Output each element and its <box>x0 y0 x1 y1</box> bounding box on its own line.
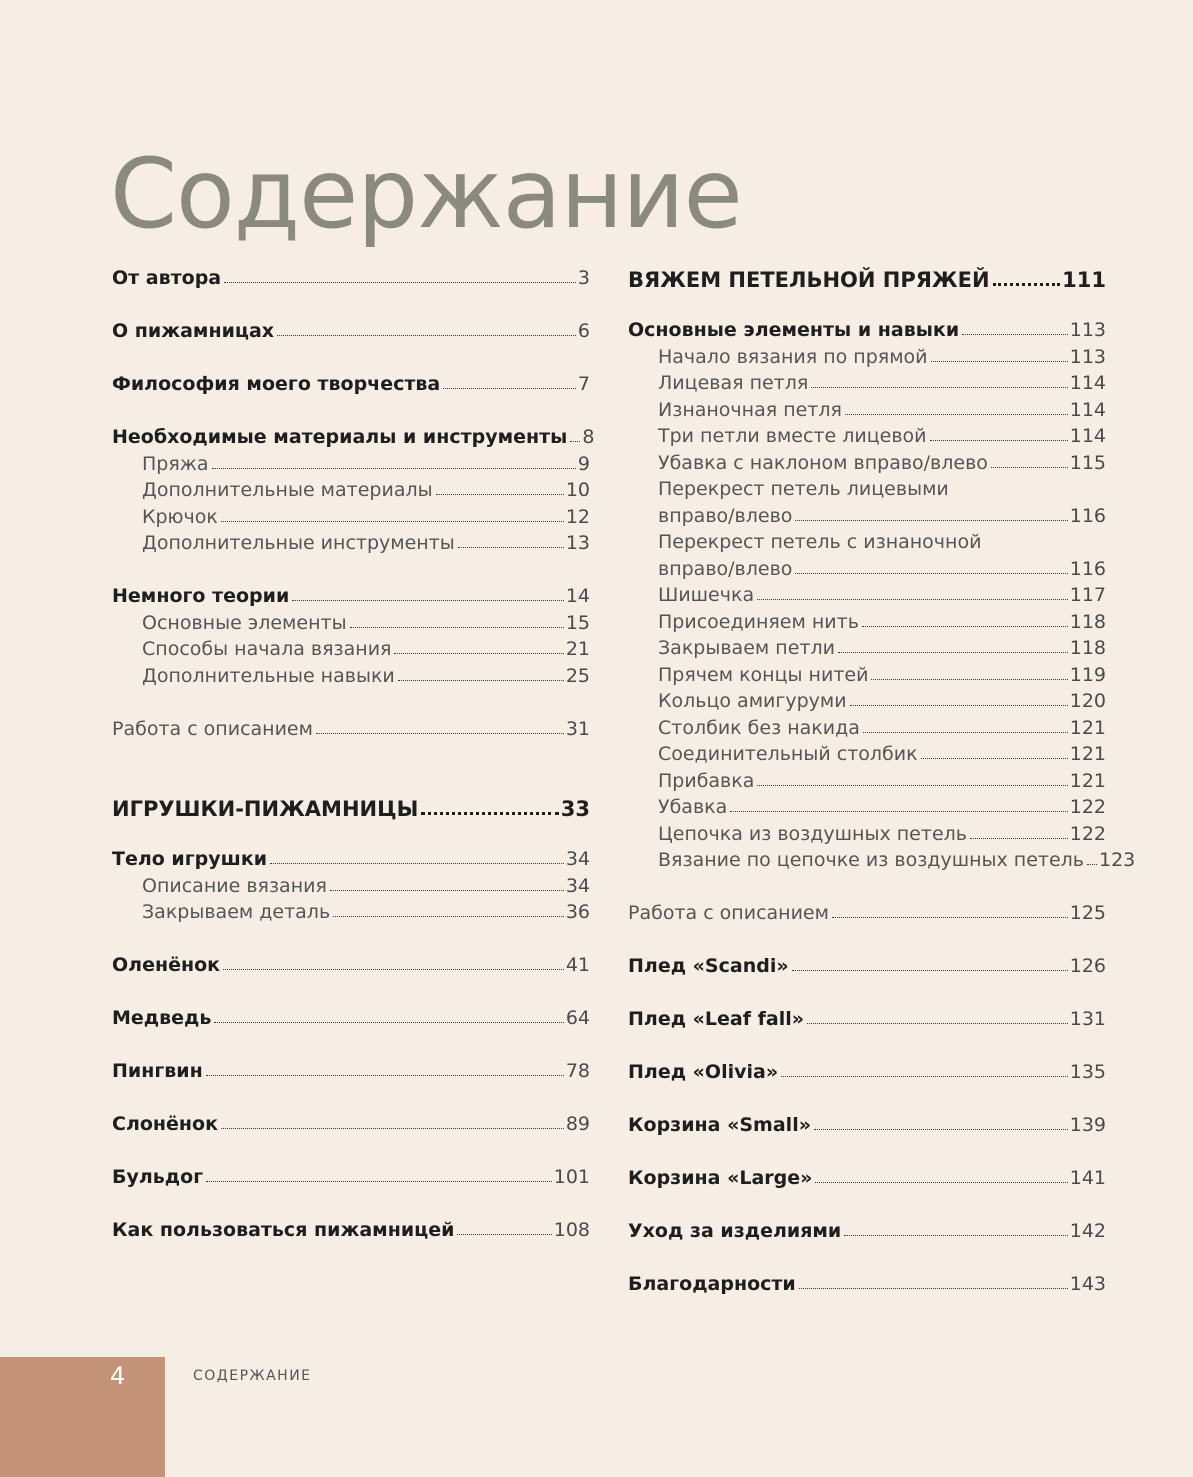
toc-entry[interactable] <box>628 688 1106 715</box>
toc-entry[interactable] <box>112 716 590 743</box>
toc-entry-label-line: Перекрест петель с изнаночной <box>658 531 982 553</box>
dot-leader <box>991 467 1068 468</box>
toc-entry-page: 9 <box>577 452 590 475</box>
dot-leader <box>811 387 1067 388</box>
toc-entry[interactable] <box>112 846 590 873</box>
toc-entry-label: Дополнительные материалы <box>142 479 433 501</box>
toc-entry-label: Слонёнок <box>112 1113 219 1135</box>
toc-entry[interactable] <box>112 1005 590 1032</box>
toc-entry[interactable] <box>628 1006 1106 1033</box>
dot-leader <box>206 1075 564 1076</box>
toc-entry-page: 115 <box>1069 451 1106 474</box>
spacer <box>628 874 1106 901</box>
dot-leader <box>862 626 1068 627</box>
spacer <box>628 980 1106 1007</box>
spacer <box>628 927 1106 954</box>
dot-leader <box>330 890 564 891</box>
toc-entry-label: Плед «Scandi» <box>628 955 789 977</box>
toc-entry-page: 118 <box>1069 637 1106 659</box>
toc-entry-page: 122 <box>1069 822 1106 845</box>
page-title: Содержание <box>110 138 742 251</box>
toc-entry[interactable] <box>628 1059 1106 1086</box>
toc-entry-label-line: Перекрест петель лицевыми <box>658 478 949 500</box>
toc-entry[interactable] <box>112 424 595 451</box>
toc-entry-page: 116 <box>1069 557 1106 580</box>
dot-leader <box>277 335 576 336</box>
toc-entry[interactable] <box>628 317 1106 344</box>
toc-entry-label: Изнаночная петля <box>658 398 842 421</box>
toc-entry-page: 7 <box>577 373 590 395</box>
dot-leader <box>458 547 564 548</box>
dot-leader <box>212 468 576 469</box>
toc-entry[interactable] <box>628 1165 1106 1192</box>
dot-leader <box>221 521 564 522</box>
dot-leader <box>757 785 1067 786</box>
toc-entry-page: 41 <box>565 954 590 976</box>
toc-entry[interactable] <box>112 636 590 663</box>
toc-entry-page: 114 <box>1069 398 1106 421</box>
toc-entry-page: 14 <box>565 585 590 607</box>
toc-entry[interactable] <box>628 847 1136 874</box>
dot-leader <box>845 414 1068 415</box>
toc-entry[interactable] <box>628 662 1106 689</box>
dot-leader <box>270 863 564 864</box>
toc-entry-page: 113 <box>1069 319 1106 341</box>
dot-leader <box>316 733 564 734</box>
toc-entry-label: Столбик без накида <box>658 716 860 739</box>
dot-leader <box>224 282 576 283</box>
spacer <box>628 295 1106 317</box>
dot-leader <box>931 361 1068 362</box>
dot-leader <box>993 283 1061 286</box>
dot-leader <box>970 838 1068 839</box>
dot-leader <box>815 1182 1067 1183</box>
dot-leader <box>844 1235 1067 1236</box>
spacer <box>628 1139 1106 1166</box>
toc-entry-label: Работа с описанием <box>112 717 313 740</box>
toc-entry-label: Необходимые материалы и инструменты <box>112 426 568 448</box>
toc-entry-page: 21 <box>565 638 590 660</box>
toc-entry-page: 25 <box>565 664 590 687</box>
footer-color-block <box>0 1357 165 1477</box>
spacer <box>112 689 590 716</box>
toc-entry-page: 125 <box>1069 902 1106 924</box>
toc-entry-page: 89 <box>565 1113 590 1135</box>
toc-entry-label: Дополнительные навыки <box>142 664 395 687</box>
toc-entry[interactable] <box>628 1218 1106 1245</box>
toc-entry[interactable] <box>628 582 1106 609</box>
toc-entry[interactable] <box>628 423 1106 450</box>
toc-entry-page: 78 <box>565 1060 590 1082</box>
dot-leader <box>436 494 564 495</box>
dot-leader <box>814 1129 1068 1130</box>
toc-entry-page: 119 <box>1069 663 1106 686</box>
toc-entry[interactable] <box>628 1112 1106 1139</box>
toc-entry-label: Благодарности <box>628 1273 796 1295</box>
toc-entry-page: 116 <box>1069 504 1106 527</box>
toc-entry-page: 121 <box>1069 769 1106 792</box>
toc-entry[interactable] <box>112 583 590 610</box>
toc-entry[interactable] <box>628 370 1106 397</box>
toc-entry-page: 117 <box>1069 584 1106 606</box>
toc-entry-page: 3 <box>577 267 590 289</box>
toc-entry[interactable] <box>112 952 590 979</box>
toc-entry-label: вправо/влево <box>658 504 793 527</box>
dot-leader <box>962 334 1068 335</box>
toc-entry[interactable] <box>112 318 590 345</box>
toc-entry[interactable] <box>112 899 590 926</box>
toc-section-heading[interactable] <box>628 265 1106 295</box>
toc-entry-label: Корзина «Large» <box>628 1167 813 1189</box>
spacer <box>112 292 590 319</box>
toc-entry-label: Лицевая петля <box>658 372 809 394</box>
footer-page-number: 4 <box>110 1362 126 1390</box>
toc-entry[interactable] <box>112 1111 590 1138</box>
spacer <box>112 824 590 846</box>
toc-entry-page: 143 <box>1069 1273 1106 1295</box>
toc-entry-page: 123 <box>1099 849 1136 871</box>
dot-leader <box>832 917 1068 918</box>
toc-entry-label: Работа с описанием <box>628 902 829 924</box>
toc-entry-label: Плед «Leaf fall» <box>628 1008 805 1030</box>
toc-entry-page: 131 <box>1069 1008 1106 1030</box>
dot-leader <box>1087 864 1097 865</box>
toc-entry[interactable] <box>628 609 1106 636</box>
toc-entry[interactable] <box>112 1217 590 1244</box>
dot-leader <box>863 732 1068 733</box>
toc-entry-label: Три петли вместе лицевой <box>658 425 927 447</box>
toc-entry-page: 36 <box>565 901 590 923</box>
toc-column-left <box>112 265 595 1244</box>
toc-entry[interactable] <box>112 504 590 531</box>
toc-entry-page: 121 <box>1069 743 1106 765</box>
toc-entry-label: Описание вязания <box>142 874 327 897</box>
dot-leader <box>838 652 1068 653</box>
toc-entry-label: Основные элементы и навыки <box>628 319 960 341</box>
toc-entry-page: 113 <box>1069 345 1106 368</box>
toc-entry-label: Убавка с наклоном вправо/влево <box>658 451 988 474</box>
spacer <box>628 1086 1106 1113</box>
toc-entry-page: 31 <box>565 717 590 740</box>
toc-entry-label: Уход за изделиями <box>628 1220 842 1242</box>
dot-leader <box>792 970 1068 971</box>
toc-entry-label: Немного теории <box>112 585 290 607</box>
dot-leader <box>757 599 1068 600</box>
toc-entry-label: Цепочка из воздушных петель <box>658 822 967 845</box>
toc-entry-page: 64 <box>565 1007 590 1029</box>
dot-leader <box>206 1181 552 1182</box>
dot-leader <box>350 627 564 628</box>
toc-entry-page: 121 <box>1069 716 1106 739</box>
dot-leader <box>795 573 1067 574</box>
dot-leader <box>570 441 580 442</box>
dot-leader <box>394 653 563 654</box>
toc-entry-label: Кольцо амигуруми <box>658 690 847 712</box>
dot-leader <box>333 916 564 917</box>
toc-entry-label: От автора <box>112 267 222 289</box>
toc-entry-page: 10 <box>565 479 590 501</box>
toc-entry-page: 114 <box>1069 372 1106 394</box>
toc-entry-page: 139 <box>1069 1114 1106 1136</box>
dot-leader <box>799 1288 1068 1289</box>
toc-entry-label: Вязание по цепочке из воздушных петель <box>658 849 1084 871</box>
toc-entry-page: 34 <box>565 848 590 870</box>
toc-entry-label: Шишечка <box>658 584 755 606</box>
toc-entry[interactable] <box>628 821 1106 848</box>
dot-leader <box>781 1076 1068 1077</box>
toc-entry-page: 8 <box>582 426 595 448</box>
toc-entry[interactable] <box>628 635 1106 662</box>
toc-entry[interactable] <box>112 265 590 292</box>
toc-entry-page: 114 <box>1069 425 1106 447</box>
toc-entry[interactable] <box>628 503 1106 530</box>
toc-entry-label: Пингвин <box>112 1060 203 1082</box>
toc-entry-label: Убавка <box>658 796 728 818</box>
toc-entry[interactable] <box>112 530 590 557</box>
toc-entry-page: 118 <box>1069 610 1106 633</box>
toc-entry-label: Корзина «Small» <box>628 1114 811 1136</box>
toc-entry-label: Как пользоваться пижамницей <box>112 1219 455 1241</box>
toc-section-heading[interactable] <box>112 794 590 824</box>
toc-entry-label: Философия моего творчества <box>112 373 441 395</box>
toc-entry-label: Тело игрушки <box>112 848 268 870</box>
dot-leader <box>871 679 1067 680</box>
dot-leader <box>807 1023 1068 1024</box>
toc-entry[interactable] <box>112 610 590 637</box>
toc-entry[interactable] <box>628 953 1106 980</box>
dot-leader <box>214 1022 563 1023</box>
dot-leader <box>223 969 564 970</box>
toc-entry-label: Начало вязания по прямой <box>658 345 928 368</box>
spacer <box>112 1085 590 1112</box>
toc-entry-page: 34 <box>565 874 590 897</box>
spacer <box>112 1138 590 1165</box>
toc-entry-page: 6 <box>577 320 590 342</box>
toc-entry[interactable] <box>112 451 590 478</box>
toc-entry[interactable] <box>112 371 590 398</box>
dot-leader <box>398 680 564 681</box>
dot-leader <box>292 600 564 601</box>
toc-entry-label: Прячем концы нитей <box>658 663 869 686</box>
toc-entry-label: Прибавка <box>658 769 755 792</box>
spacer <box>112 1191 590 1218</box>
toc-entry-page: 13 <box>565 532 590 554</box>
toc-entry-label: Крючок <box>142 505 218 528</box>
toc-entry-label: Оленёнок <box>112 954 221 976</box>
toc-entry-label: О пижамницах <box>112 320 275 342</box>
toc-entry[interactable] <box>628 741 1106 768</box>
spacer <box>112 1032 590 1059</box>
toc-entry[interactable] <box>628 344 1106 371</box>
toc-entry[interactable] <box>112 873 590 900</box>
spacer <box>112 345 590 372</box>
dot-leader <box>457 1234 551 1235</box>
spacer <box>112 398 590 425</box>
toc-entry-page: 15 <box>565 611 590 634</box>
toc-entry-label: Присоединяем нить <box>658 610 859 633</box>
toc-entry-label: Основные элементы <box>142 611 347 634</box>
toc-entry[interactable] <box>628 450 1106 477</box>
toc-entry[interactable] <box>628 715 1106 742</box>
spacer <box>628 1033 1106 1060</box>
toc-entry[interactable] <box>628 556 1106 583</box>
toc-entry-page: 108 <box>553 1219 590 1241</box>
toc-entry-label: Плед «Olivia» <box>628 1061 779 1083</box>
toc-entry-label: ИГРУШКИ-ПИЖАМНИЦЫ <box>112 797 419 821</box>
toc-entry-page: 126 <box>1069 955 1106 977</box>
toc-entry-page: 120 <box>1069 690 1106 712</box>
toc-entry-label: Дополнительные инструменты <box>142 532 455 554</box>
toc-entry[interactable] <box>112 477 590 504</box>
footer-section-title: СОДЕРЖАНИЕ <box>193 1368 312 1384</box>
spacer <box>112 557 590 584</box>
dot-leader <box>850 705 1068 706</box>
toc-entry[interactable] <box>112 663 590 690</box>
toc-entry[interactable] <box>628 900 1106 927</box>
spacer <box>112 979 590 1006</box>
toc-entry-page: 33 <box>560 797 590 821</box>
toc-entry-label: Бульдог <box>112 1166 204 1188</box>
toc-entry-page: 142 <box>1069 1220 1106 1242</box>
toc-entry[interactable] <box>628 397 1106 424</box>
toc-entry-label: Соединительный столбик <box>658 743 918 765</box>
toc-entry-label: вправо/влево <box>658 557 793 580</box>
dot-leader <box>421 812 558 815</box>
toc-entry-label: Закрываем деталь <box>142 901 331 923</box>
toc-entry-page: 12 <box>565 505 590 528</box>
toc-entry-page: 122 <box>1069 796 1106 818</box>
toc-entry-page: 111 <box>1062 268 1106 292</box>
toc-entry-page: 141 <box>1069 1167 1106 1189</box>
toc-entry-label: ВЯЖЕМ ПЕТЕЛЬНОЙ ПРЯЖЕЙ <box>628 268 990 292</box>
toc-entry-label: Способы начала вязания <box>142 638 392 660</box>
spacer <box>628 1245 1106 1272</box>
toc-entry[interactable] <box>112 1058 590 1085</box>
toc-entry[interactable] <box>628 768 1106 795</box>
toc-entry-page: 135 <box>1069 1061 1106 1083</box>
dot-leader <box>221 1128 564 1129</box>
dot-leader <box>930 440 1068 441</box>
toc-column-right <box>628 265 1136 1298</box>
toc-entry[interactable] <box>628 794 1106 821</box>
dot-leader <box>921 758 1068 759</box>
spacer <box>112 742 590 794</box>
dot-leader <box>730 811 1067 812</box>
toc-entry-page: 101 <box>553 1166 590 1188</box>
dot-leader <box>795 520 1067 521</box>
toc-entry-label: Медведь <box>112 1007 212 1029</box>
spacer <box>628 1192 1106 1219</box>
dot-leader <box>443 388 576 389</box>
toc-entry[interactable] <box>112 1164 590 1191</box>
spacer <box>112 926 590 953</box>
toc-entry[interactable] <box>628 1271 1106 1298</box>
toc-entry-label: Закрываем петли <box>658 637 835 659</box>
toc-entry-label: Пряжа <box>142 452 209 475</box>
